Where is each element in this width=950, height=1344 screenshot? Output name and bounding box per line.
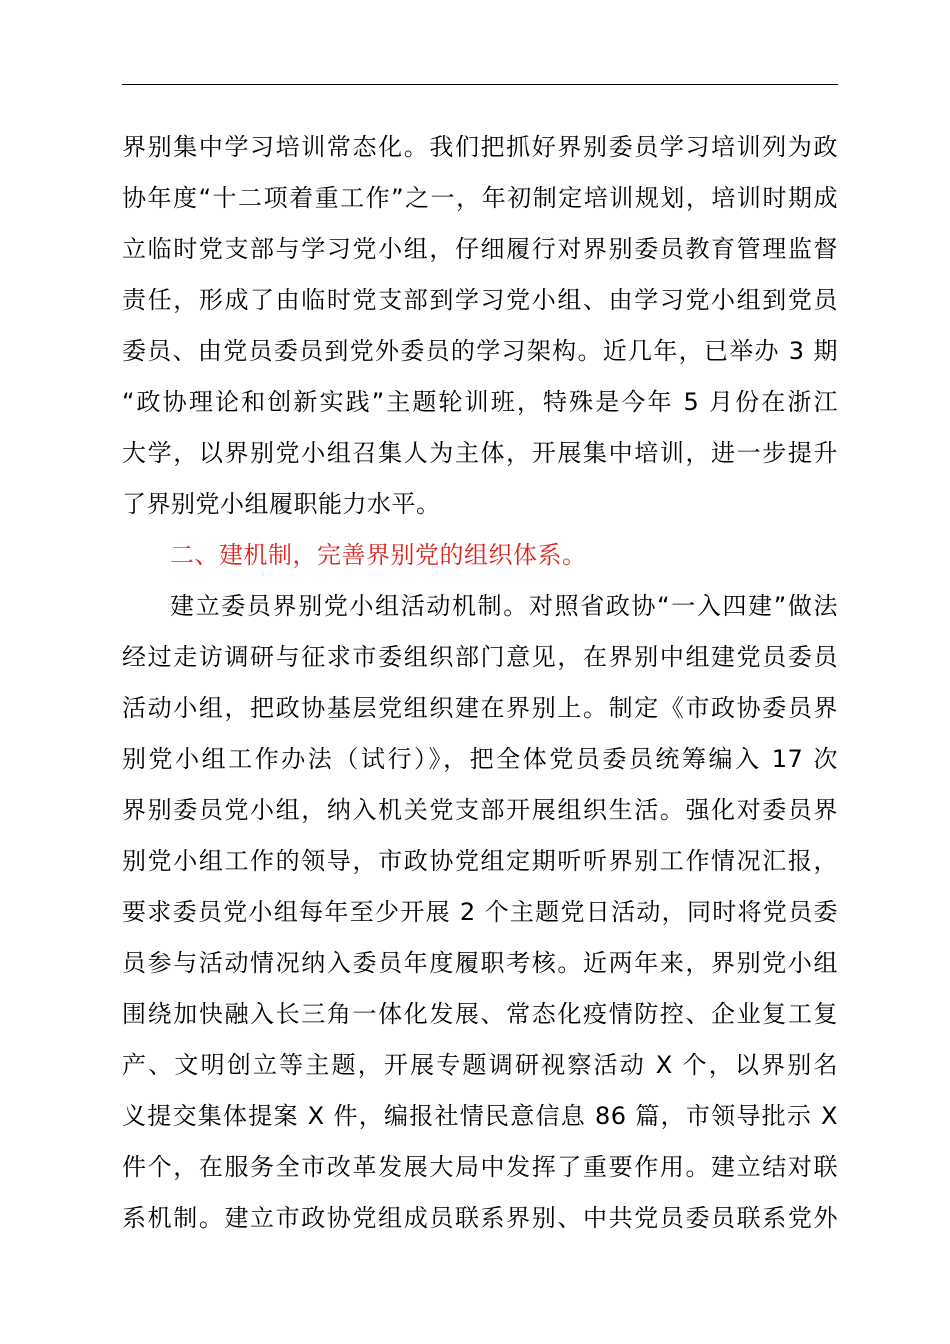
paragraph-line: 别党小组工作办法（试行）》，把全体党员委员统筹编入 17 次 [122,745,838,773]
paragraph-line: 界别集中学习培训常态化。我们把抓好界别委员学习培训列为政 [122,133,838,161]
paragraph-line: “政协理论和创新实践”主题轮训班，特殊是今年 5 月份在浙江 [122,388,838,416]
paragraph-line: 员参与活动情况纳入委员年度履职考核。近两年来，界别党小组 [122,949,838,977]
paragraph-line: 立临时党支部与学习党小组，仔细履行对界别委员教育管理监督 [122,235,838,263]
paragraph-line: 别党小组工作的领导，市政协党组定期听听界别工作情况汇报， [122,847,838,875]
paragraph-line: 围绕加快融入长三角一体化发展、常态化疫情防控、企业复工复 [122,1000,838,1028]
paragraph-line: 委员、由党员委员到党外委员的学习架构。近几年，已举办 3 期 [122,337,838,365]
document-body [122,122,838,1244]
paragraph-line: 活动小组，把政协基层党组织建在界别上。制定《市政协委员界 [122,694,838,722]
paragraph-line: 件个，在服务全市改革发展大局中发挥了重要作用。建立结对联 [122,1153,838,1181]
paragraph-line: 建立委员界别党小组活动机制。对照省政协“一入四建”做法 [170,592,838,620]
paragraph-line: 协年度“十二项着重工作”之一，年初制定培训规划，培训时期成 [122,184,838,212]
paragraph-line: 系机制。建立市政协党组成员联系界别、中共党员委员联系党外 [122,1204,838,1232]
paragraph-line: 大学，以界别党小组召集人为主体，开展集中培训，进一步提升 [122,439,838,467]
paragraph-line: 界别委员党小组，纳入机关党支部开展组织生活。强化对委员界 [122,796,838,824]
paragraph-line: 要求委员党小组每年至少开展 2 个主题党日活动，同时将党员委 [122,898,838,926]
header-rule [122,84,838,85]
paragraph-line: 义提交集体提案 X 件，编报社情民意信息 86 篇，市领导批示 X [122,1102,838,1130]
section-heading: 二、建机制，完善界别党的组织体系。 [170,541,587,569]
paragraph-line: 经过走访调研与征求市委组织部门意见，在界别中组建党员委员 [122,643,838,671]
paragraph-line: 责任，形成了由临时党支部到学习党小组、由学习党小组到党员 [122,286,838,314]
paragraph-line: 产、文明创立等主题，开展专题调研视察活动 X 个，以界别名 [122,1051,838,1079]
paragraph-line: 了界别党小组履职能力水平。 [122,490,441,518]
